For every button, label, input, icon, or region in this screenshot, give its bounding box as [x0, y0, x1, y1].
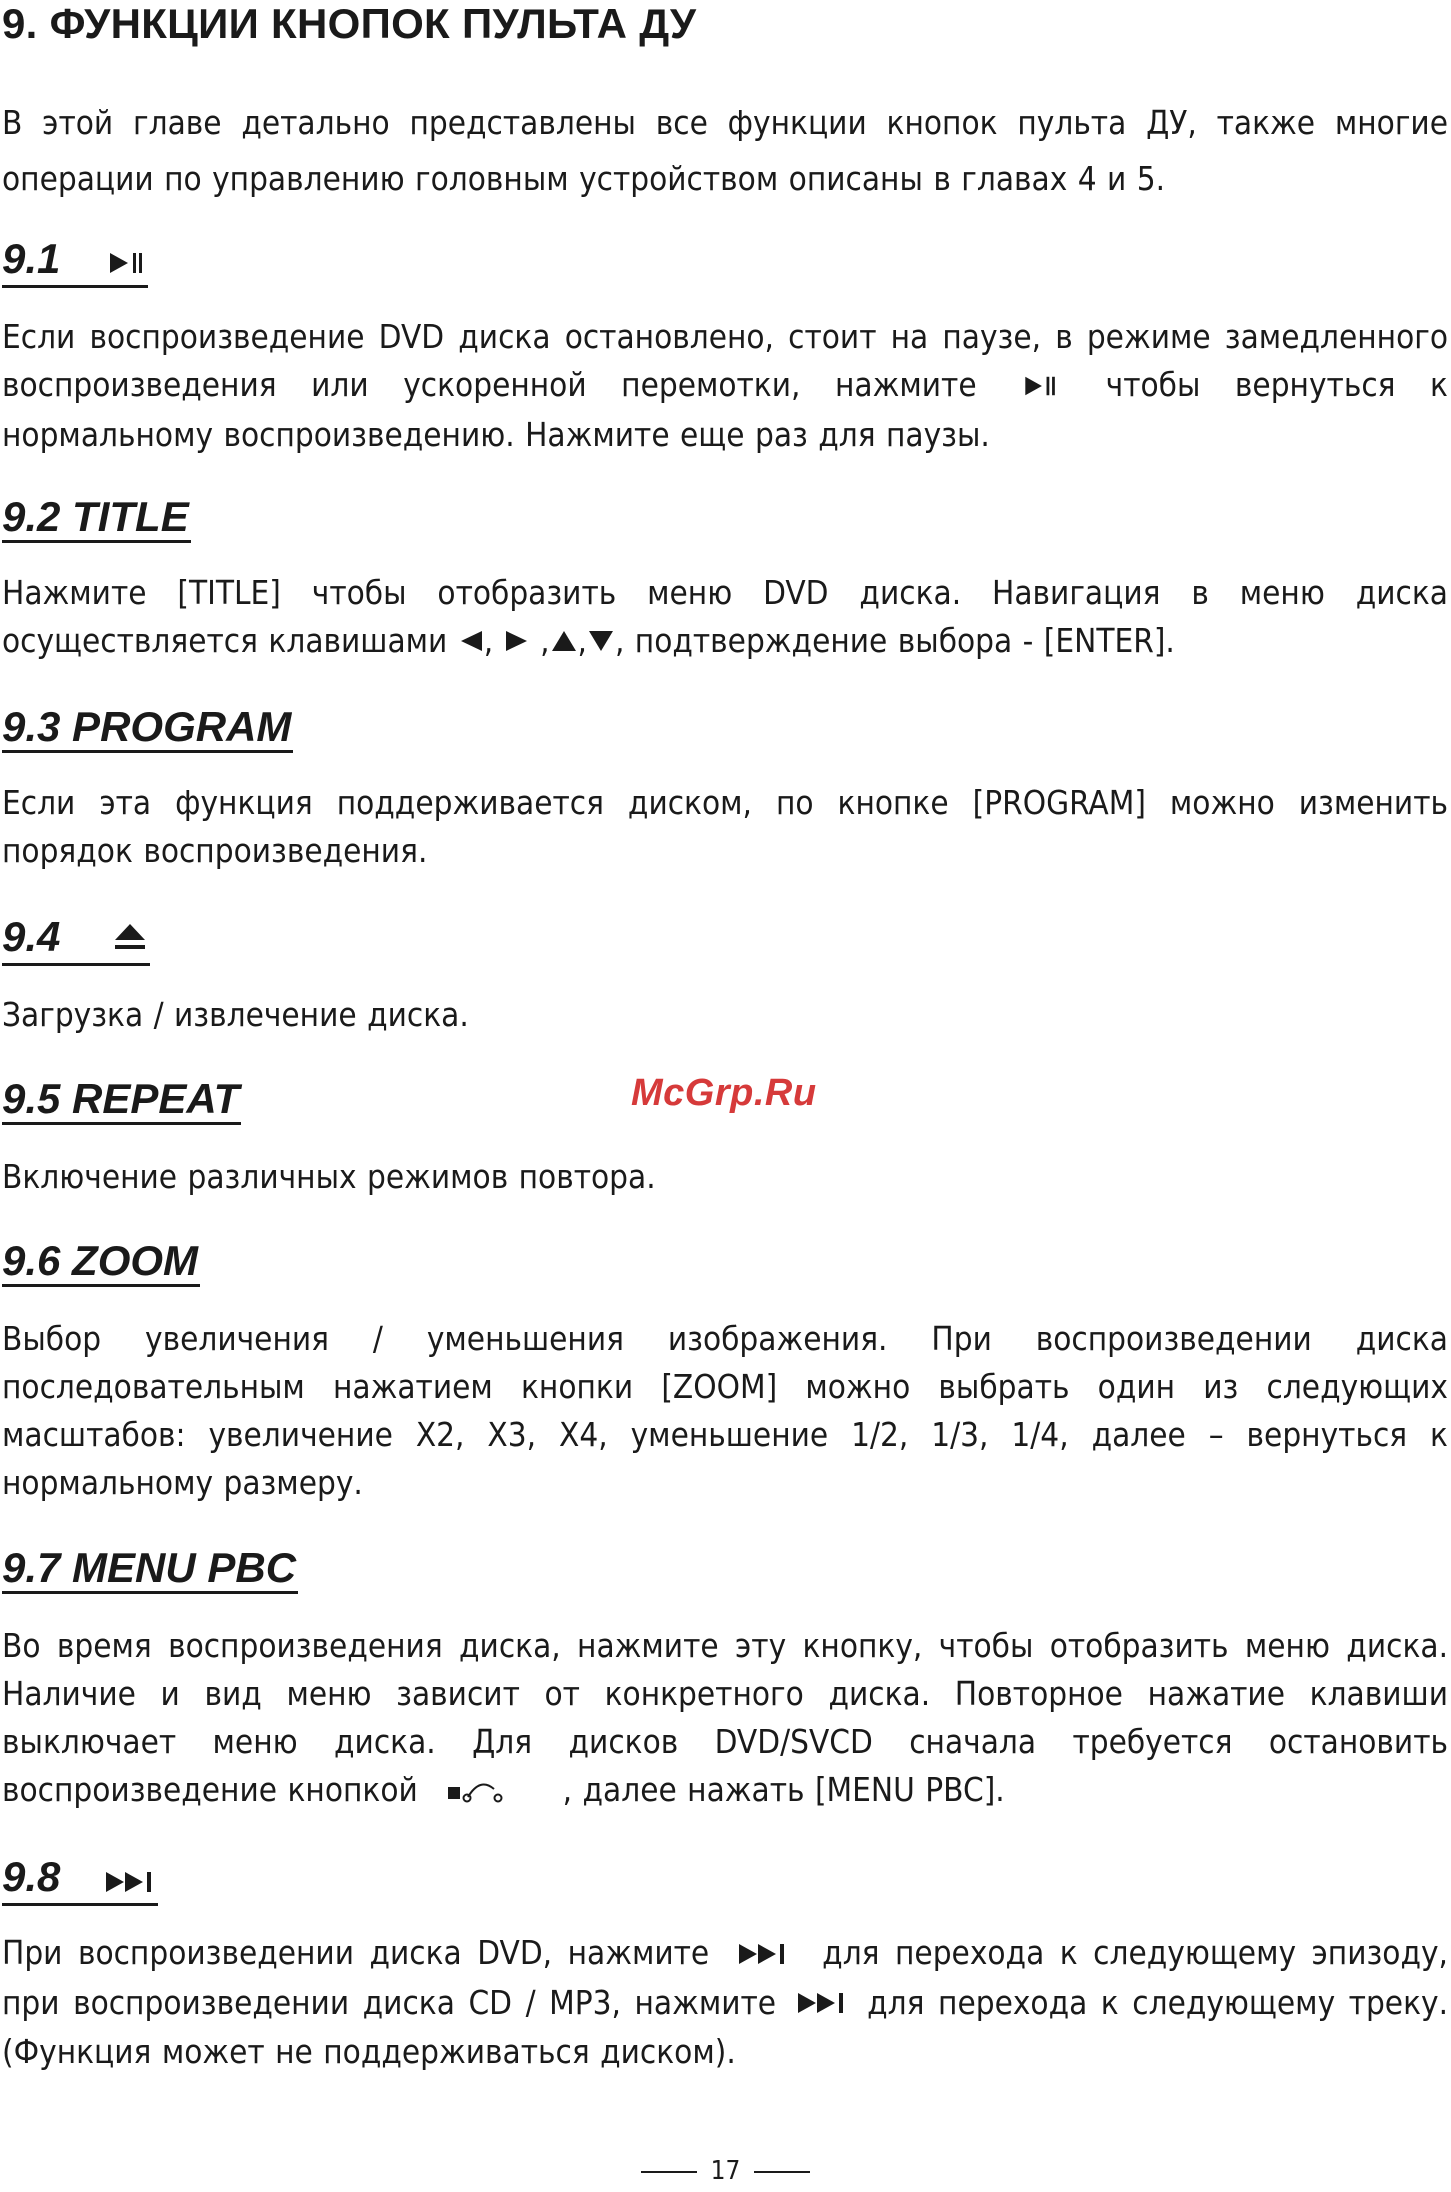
- section-heading-9-1: [2, 236, 148, 288]
- section-heading-9-4: [2, 914, 150, 966]
- section-text-9-4: Загрузка / извлечение диска.: [2, 995, 469, 1034]
- watermark: McGrp.Ru: [631, 1072, 817, 1114]
- section-text-9-6: Выбор увеличения / уменьшения изображения. При воспроизведении диска последовательным нажатием кнопки [ZOOM] можно выбрать один из следующих масштабов: увеличение X2, X3, X4, уменьшение 1/2, 1/3, 1/4, далее – вернуться к нормальному размеру.: [2, 1319, 1448, 1502]
- footer-rule: [754, 2171, 810, 2173]
- section-text-9-1: Если воспроизведение DVD диска остановлено, стоит на паузе, в режиме замедленного воспроизведения или ускоренной перемотки, нажмите чтобы вернуться к нормальному воспроизведению. Нажмите еще раз для паузы.: [2, 317, 1448, 454]
- stop-icon: [446, 1768, 518, 1816]
- section-heading-9-2: 9.2 TITLE: [2, 494, 191, 543]
- section-heading-9-7: 9.7 MENU PBC: [2, 1545, 298, 1594]
- section-text-9-8: При воспроизведении диска DVD, нажмите для перехода к следующему эпизоду, при воспроизведении диска CD / MP3, нажмите для перехода к следующему треку. (Функция может не поддерживаться диском).: [2, 1929, 1448, 2076]
- chapter-intro: В этой главе детально представлены все функции кнопок пульта ДУ, также многие операции по управлению головным устройством описаны в главах 4 и 5.: [2, 103, 1448, 198]
- next-icon: [737, 1931, 789, 1979]
- section-heading-9-5: 9.5 REPEAT: [2, 1076, 241, 1125]
- next-icon: [104, 1857, 156, 1903]
- play-pause-icon: [1023, 363, 1059, 411]
- right-arrow-icon: [504, 619, 530, 667]
- section-text-9-3: Если эта функция поддерживается диском, по кнопке [PROGRAM] можно изменить порядок воспроизведения.: [2, 783, 1448, 870]
- section-number: 9.8: [2, 1853, 61, 1900]
- section-text-9-2: Нажмите [TITLE] чтобы отобразить меню DVD диска. Навигация в меню диска осуществляется клавишами , , , , подтверждение выбора - [ENTER].: [2, 569, 1448, 667]
- left-arrow-icon: [458, 619, 484, 667]
- down-arrow-icon: [587, 619, 615, 667]
- section-number: 9.1: [2, 235, 61, 282]
- footer-rule: [641, 2171, 697, 2173]
- section-heading-9-8: [2, 1854, 158, 1906]
- section-number: 9.4: [2, 913, 61, 960]
- section-text-9-5: Включение различных режимов повтора.: [2, 1157, 656, 1196]
- play-pause-icon: [108, 239, 146, 285]
- next-icon: [796, 1980, 848, 2028]
- eject-icon: [112, 917, 148, 963]
- section-heading-9-6: 9.6 ZOOM: [2, 1238, 200, 1287]
- section-text-9-7: Во время воспроизведения диска, нажмите эту кнопку, чтобы отобразить меню диска. Наличие и вид меню зависит от конкретного диска. Повторное нажатие клавиши выключает меню диска. Для дисков DVD/SVCD сначала требуется остановить воспроизведение кнопкой , далее нажать [MENU PBC].: [2, 1622, 1448, 1816]
- page-number: 17: [710, 2156, 741, 2186]
- up-arrow-icon: [550, 619, 578, 667]
- page-footer: [0, 2156, 1451, 2186]
- chapter-title: 9. ФУНКЦИИ КНОПОК ПУЛЬТА ДУ: [2, 0, 697, 47]
- section-heading-9-3: 9.3 PROGRAM: [2, 704, 293, 753]
